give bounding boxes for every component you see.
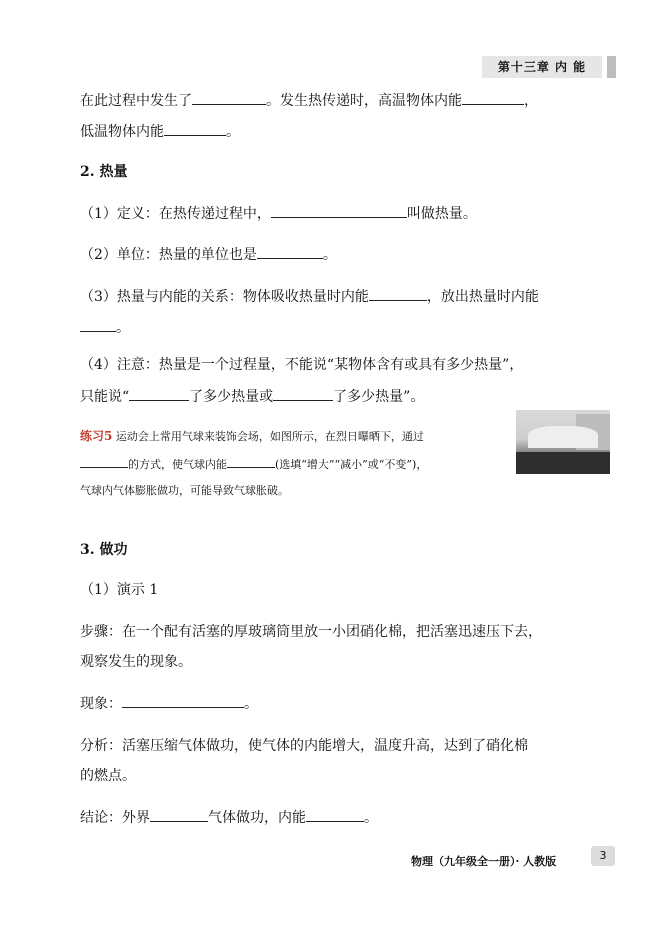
fill-blank[interactable] (257, 244, 323, 259)
text: 低温物体内能 (80, 124, 164, 140)
text: 了多少热量或 (189, 389, 274, 405)
fill-blank[interactable] (306, 807, 364, 822)
photo-crowd (516, 452, 610, 474)
text: 。发生热传递时，高温物体内能 (266, 93, 462, 109)
text-line (80, 203, 477, 224)
text: 叫做热量。 (406, 206, 477, 222)
text: （2）单位：热量的单位也是 (80, 247, 257, 263)
text-line: 分析：活塞压缩气体做功，使气体的内能增大，温度升高，达到了硝化棉 (80, 738, 528, 754)
text-line: （4）注意：热量是一个过程量，不能说“某物体含有或具有多少热量”， (80, 357, 524, 373)
header-accent-bar (607, 56, 616, 78)
text: 。 (116, 320, 130, 336)
text: 的方式，使气球内能 (128, 458, 227, 471)
text-line (80, 317, 130, 338)
text-line: 观察发生的现象。 (80, 654, 192, 670)
text-line (80, 386, 424, 407)
text: ，放出热量时内能 (426, 289, 539, 305)
text-line (80, 90, 538, 111)
page-number: 3 (591, 846, 615, 866)
fill-blank[interactable] (271, 203, 407, 218)
book-title-footer: 物理（九年级全一册）· 人教版 (411, 855, 557, 868)
fill-blank[interactable] (122, 693, 244, 708)
text: 。 (364, 810, 378, 826)
fill-blank[interactable] (80, 317, 116, 332)
text: （3）热量与内能的关系：物体吸收热量时内能 (80, 289, 369, 305)
text: (选填“增大”“减小”或“不变”)， (275, 458, 428, 471)
text: 只能说“ (80, 389, 130, 405)
text: ， (524, 93, 538, 109)
fill-blank[interactable] (227, 456, 275, 468)
text-line (80, 807, 378, 828)
text: 运动会上常用气球来装饰会场，如图所示，在烈日曝晒下，通过 (112, 430, 424, 443)
exercise-line: 气球内气体膨胀做功，可能导致气球胀破。 (80, 484, 289, 497)
section-heading-heat: 2. 热量 (80, 164, 128, 180)
text: 气体做功，内能 (208, 810, 306, 826)
fill-blank[interactable] (192, 90, 266, 105)
exercise-line (80, 428, 424, 445)
fill-blank[interactable] (150, 807, 208, 822)
text: 现象： (80, 696, 122, 712)
fill-blank[interactable] (164, 121, 226, 136)
text-line (80, 286, 539, 307)
fill-blank[interactable] (273, 386, 333, 401)
text: 。 (226, 124, 240, 140)
text: 。 (244, 696, 258, 712)
exercise-line (80, 456, 427, 473)
text: 结论：外界 (80, 810, 150, 826)
text-line: 步骤：在一个配有活塞的厚玻璃筒里放一小团硝化棉，把活塞迅速压下去， (80, 624, 542, 640)
exercise-label: 练习5 (80, 429, 113, 443)
fill-blank[interactable] (80, 456, 128, 468)
text: 了多少热量”。 (333, 389, 425, 405)
text-line: （1）演示 1 (80, 582, 159, 598)
text: （1）定义：在热传递过程中， (80, 206, 271, 222)
photo-balloon-arch (528, 426, 598, 448)
fill-blank[interactable] (462, 90, 524, 105)
section-heading-work: 3. 做功 (80, 542, 128, 558)
text-line (80, 121, 240, 142)
text: 在此过程中发生了 (80, 93, 192, 109)
text-line (80, 693, 258, 714)
text-line (80, 244, 337, 265)
text-line: 的燃点。 (80, 768, 136, 784)
fill-blank[interactable] (369, 286, 427, 301)
text: 。 (322, 247, 337, 263)
balloon-venue-photo (516, 410, 610, 474)
fill-blank[interactable] (129, 386, 189, 401)
chapter-header: 第十三章 内 能 (482, 56, 602, 78)
